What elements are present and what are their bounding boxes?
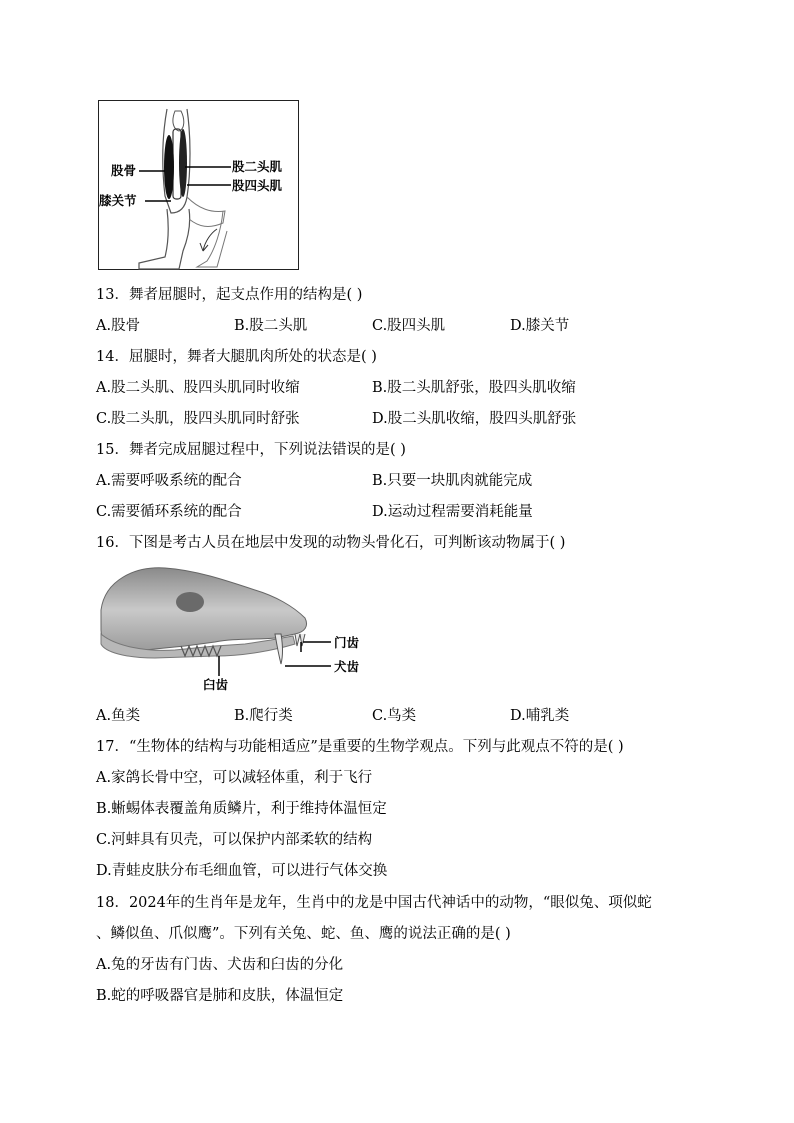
q16-option-c[interactable]: C.鸟类 (372, 708, 417, 724)
q16-option-b[interactable]: B.爬行类 (234, 708, 293, 724)
q13-option-b[interactable]: B.股二头肌 (234, 318, 308, 334)
question-18-stem-line-1: 18．2024年的生肖年是龙年，生肖中的龙是中国古代神话中的动物，“眼似兔、项似蛇 (96, 895, 652, 911)
label-knee: 膝关节 (99, 193, 137, 208)
label-molar: 臼齿 (203, 677, 229, 692)
q15-option-d[interactable]: D.运动过程需要消耗能量 (372, 504, 533, 520)
q18-option-b[interactable]: B.蛇的呼吸器官是肺和皮肤，体温恒定 (96, 988, 344, 1004)
q15-option-a[interactable]: A.需要呼吸系统的配合 (96, 473, 242, 489)
q14-option-c[interactable]: C.股二头肌，股四头肌同时舒张 (96, 411, 300, 427)
label-canine: 犬齿 (334, 659, 360, 674)
q17-option-b[interactable]: B.蜥蜴体表覆盖角质鳞片，利于维持体温恒定 (96, 801, 387, 817)
q17-option-c[interactable]: C.河蚌具有贝壳，可以保护内部柔软的结构 (96, 832, 373, 848)
question-18-stem-line-2: 、鳞似鱼、爪似鹰”。下列有关兔、蛇、鱼、鹰的说法正确的是( ) (96, 926, 511, 942)
q15-option-c[interactable]: C.需要循环系统的配合 (96, 504, 242, 520)
q16-option-a[interactable]: A.鱼类 (96, 708, 141, 724)
label-femur: 股骨 (111, 163, 137, 178)
question-15-stem: 15．舞者完成屈腿过程中，下列说法错误的是( ) (96, 442, 406, 458)
leg-muscle-figure (98, 100, 299, 270)
q14-option-a[interactable]: A.股二头肌、股四头肌同时收缩 (96, 380, 300, 396)
question-16-stem: 16．下图是考古人员在地层中发现的动物头骨化石，可判断该动物属于( ) (96, 535, 566, 551)
q13-option-d[interactable]: D.膝关节 (510, 318, 570, 334)
q15-option-b[interactable]: B.只要一块肌肉就能完成 (372, 473, 533, 489)
q14-option-d[interactable]: D.股二头肌收缩，股四头肌舒张 (372, 411, 577, 427)
q13-option-a[interactable]: A.股骨 (96, 318, 141, 334)
q14-option-b[interactable]: B.股二头肌舒张，股四头肌收缩 (372, 380, 576, 396)
question-17-stem: 17．“生物体的结构与功能相适应”是重要的生物学观点。下列与此观点不符的是( ) (96, 739, 624, 755)
q13-option-c[interactable]: C.股四头肌 (372, 318, 446, 334)
question-13-stem: 13．舞者屈腿时，起支点作用的结构是( ) (96, 287, 363, 303)
label-biceps: 股二头肌 (232, 159, 283, 174)
q17-option-d[interactable]: D.青蛙皮肤分布毛细血管，可以进行气体交换 (96, 863, 388, 879)
skull-fossil-figure (95, 560, 375, 696)
q16-option-d[interactable]: D.哺乳类 (510, 708, 570, 724)
q18-option-a[interactable]: A.兔的牙齿有门齿、犬齿和臼齿的分化 (96, 957, 344, 973)
q17-option-a[interactable]: A.家鸽长骨中空，可以减轻体重，利于飞行 (96, 770, 373, 786)
label-quadriceps: 股四头肌 (232, 178, 283, 193)
question-14-stem: 14．屈腿时，舞者大腿肌肉所处的状态是( ) (96, 349, 377, 365)
label-incisor: 门齿 (334, 635, 360, 650)
skull-drawing (95, 560, 375, 696)
